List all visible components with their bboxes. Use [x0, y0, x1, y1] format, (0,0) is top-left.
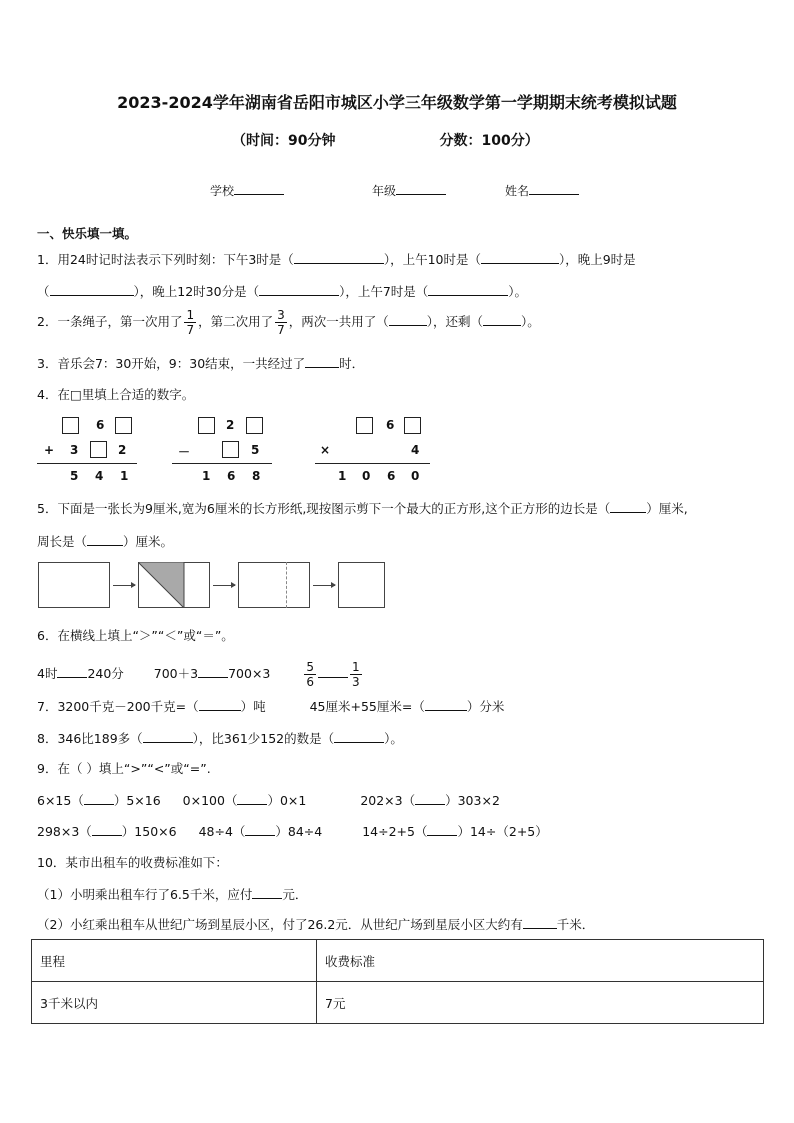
fraction-three-sevenths: $\frac{3}{7}$	[277, 308, 285, 337]
question-9-row-2: 298×3（ ）150×6 48÷4（ ）84÷4 14÷2+5（ ）14÷（2+5）	[37, 824, 548, 839]
question-1-cont: （ ），晚上12时30分是（ ），上午7时是（ ）。	[37, 284, 528, 299]
exam-subtitle	[232, 130, 539, 150]
fraction-one-seventh: $\frac{1}{7}$	[186, 308, 195, 337]
question-7: 7．3200千克－200千克=（ ）吨 45厘米+55厘米=（ ）分米	[37, 699, 505, 714]
question-10: 10．某市出租车的收费标准如下：	[37, 855, 228, 870]
answer-box[interactable]	[90, 441, 107, 458]
table-header-row	[32, 940, 764, 982]
grade-field: 年级	[372, 182, 446, 199]
question-3: 3．音乐会7：30开始，9：30结束，一共经过了 时．	[37, 356, 365, 371]
question-2: 2．一条绳子，第一次用了 $\frac{1}{7}$ ，第二次用了 $\frac{3}{7}$ ，两次一共用了（ ），还剩（ ）。	[37, 308, 540, 337]
rectangle-paper	[38, 562, 110, 608]
answer-box[interactable]	[198, 417, 215, 434]
arrow-icon	[113, 585, 135, 586]
arrow-icon	[213, 585, 235, 586]
question-6-items: 4时 240分 700＋3 700×3 $\frac{5}{6}$ $\frac{1}{3}$	[37, 660, 360, 689]
square-result	[338, 562, 385, 608]
question-5-cont: 周长是（ ）厘米。	[37, 534, 174, 549]
unfolded-paper	[238, 562, 310, 608]
question-10-part-2: （2）小红乘出租车从世纪广场到星辰小区，付了26.2元．从世纪广场到星辰小区大约有 千米．	[37, 917, 595, 932]
table-cell: 7元	[317, 982, 764, 1024]
exam-time: （时间：90分钟	[232, 133, 336, 149]
fraction-one-third: $\frac{1}{3}$	[352, 660, 360, 689]
answer-box[interactable]	[222, 441, 239, 458]
question-9: 9．在（ ）填上“>”“<”或“=”.	[37, 761, 211, 776]
answer-box[interactable]	[115, 417, 132, 434]
exam-score: 分数：100分）	[439, 133, 539, 149]
question-4: 4．在□里填上合适的数字。	[37, 387, 195, 402]
question-5: 5．下面是一张长为9厘米,宽为6厘米的长方形纸,现按图示剪下一个最大的正方形,这个正方形的边长是（ ）厘米,	[37, 501, 688, 516]
fold-triangle-icon	[138, 562, 210, 608]
question-1: 1．用24时记时法表示下列时刻：下午3时是（ ），上午10时是（ ），晚上9时是	[37, 252, 636, 267]
question-8: 8．346比189多（ ），比361少152的数是（ ）。	[37, 731, 403, 746]
table-header: 收费标准	[317, 940, 764, 982]
question-6: 6．在横线上填上“＞”“＜”或“＝”。	[37, 628, 234, 643]
answer-box[interactable]	[62, 417, 79, 434]
answer-box[interactable]	[356, 417, 373, 434]
section-heading: 一、快乐填一填。	[37, 226, 138, 241]
table-row	[32, 982, 764, 1024]
fraction-five-sixths: $\frac{5}{6}$	[306, 660, 314, 689]
arrow-icon	[313, 585, 335, 586]
table-header: 里程	[32, 940, 317, 982]
question-9-row-1: 6×15（ ）5×16 0×100（ ）0×1 202×3（ ）303×2	[37, 793, 500, 808]
question-10-part-1: （1）小明乘出租车行了6.5千米，应付 元．	[37, 887, 308, 902]
answer-box[interactable]	[246, 417, 263, 434]
school-field: 学校	[210, 182, 284, 199]
answer-box[interactable]	[404, 417, 421, 434]
fold-line	[286, 562, 287, 608]
table-cell: 3千米以内	[32, 982, 317, 1024]
taxi-fee-table	[31, 939, 764, 1024]
exam-title: 2023-2024学年湖南省岳阳市城区小学三年级数学第一学期期末统考模拟试题	[117, 93, 677, 112]
name-field: 姓名	[505, 182, 579, 199]
